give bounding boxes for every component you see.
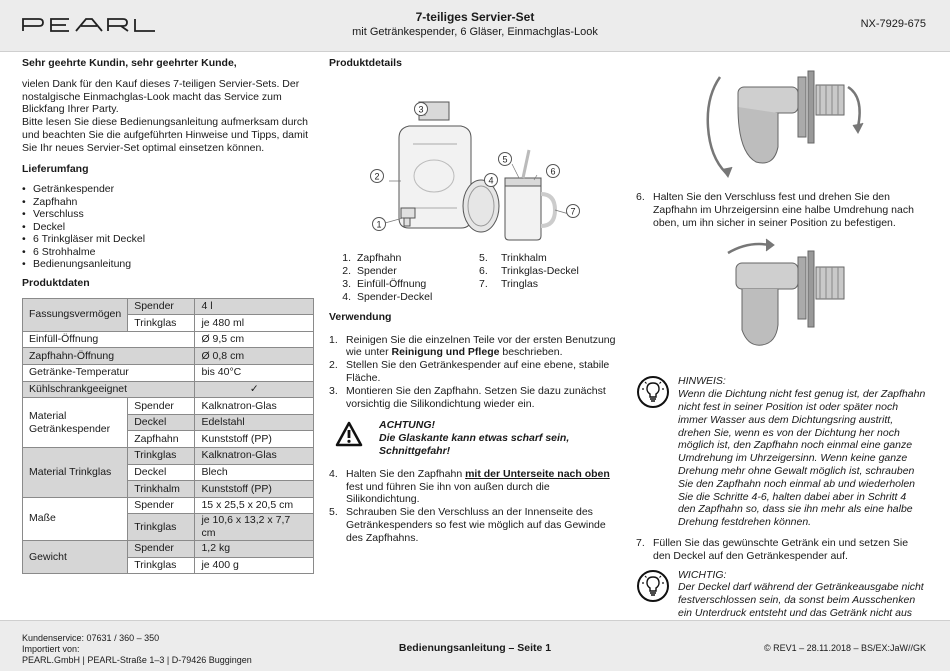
spec-value: Ø 9,5 cm: [195, 331, 314, 348]
pearl-logo: [22, 18, 156, 32]
list-item: 3. Montieren Sie den Zapfhahn. Setzen Sie dazu zunächst vorsichtig die Silikondichtung wieder ein.: [329, 384, 606, 410]
spec-key: Spender: [128, 540, 195, 557]
salutation: Sehr geehrte Kundin, sehr geehrter Kunde,: [22, 57, 237, 69]
page-label: Bedienungsanleitung – Seite 1: [398, 642, 552, 654]
tap-rotation-illustration-1: [698, 57, 868, 182]
lightbulb-icon: [636, 375, 670, 409]
spec-value: Blech: [195, 464, 314, 481]
spec-key: Trinkglas: [128, 315, 195, 332]
list-item: 4. Halten Sie den Zapfhahn mit der Unterseite nach oben fest und führen Sie ihn von außen durch die Silikondichtung.: [329, 467, 610, 506]
lightbulb-icon: [636, 569, 670, 603]
table-row: [23, 448, 314, 465]
page-footer: [0, 620, 950, 671]
table-row: [23, 381, 314, 398]
spec-value: Kalknatron-Glas: [195, 448, 314, 465]
spec-label: Fassungsvermögen: [23, 298, 128, 331]
dispenser-and-glass-drawing: [329, 78, 623, 244]
spec-label: Maße: [23, 497, 128, 540]
column-left: [22, 57, 314, 574]
list-item: • Getränkespender: [22, 183, 314, 196]
table-row: [23, 331, 314, 348]
steps-list: [329, 334, 623, 411]
spec-key: Trinkglas: [128, 514, 195, 541]
spec-key: Spender: [128, 298, 195, 315]
spec-key: Zapfhahn: [128, 431, 195, 448]
spec-value: je 10,6 x 13,2 x 7,7 cm: [195, 514, 314, 541]
footer-contact: [22, 633, 252, 666]
spec-value: je 480 ml: [195, 315, 314, 332]
document-title: 7-teiliges Servier-Set: [415, 10, 535, 24]
revision-info: © REV1 – 28.11.2018 – BS/EX:JaW//GK: [763, 643, 926, 653]
legend-item: 4. Spender-Deckel: [342, 290, 433, 303]
spec-value: Kunststoff (PP): [195, 481, 314, 498]
spec-value: bis 40°C: [195, 365, 314, 382]
spec-label: Material Getränkespender: [23, 398, 128, 448]
spec-value: je 400 g: [195, 557, 314, 574]
warning-triangle-icon: [335, 421, 363, 447]
legend-item: 5. Trinkhalm: [479, 251, 547, 264]
callout-6-label: 6: [550, 166, 556, 177]
table-row: [23, 298, 314, 315]
callout-1-label: 1: [376, 219, 382, 230]
product-code: NX-7929-675: [860, 18, 926, 30]
list-item: 7. Füllen Sie das gewünschte Getränk ein und setzen Sie den Deckel auf den Getränkespender auf.: [636, 536, 909, 562]
check-icon: ✓: [195, 381, 314, 398]
produktdaten-heading: Produktdaten: [22, 276, 90, 289]
callout-2-label: 2: [374, 171, 380, 182]
document-subtitle: mit Getränkespender, 6 Gläser, Einmachglas-Look: [352, 26, 598, 38]
table-row: [23, 348, 314, 365]
spec-value: Kunststoff (PP): [195, 431, 314, 448]
page-header: [0, 0, 950, 52]
importer-address: PEARL.GmbH | PEARL-Straße 1–3 | D-79426 Buggingen: [22, 654, 252, 665]
list-item: • 6 Strohhalme: [22, 246, 314, 259]
callout-7-label: 7: [570, 206, 576, 217]
hinweis-text: Wenn die Dichtung nicht fest genug ist, der Zapfhahn nicht fest in seiner Position ist oder später noch immer Wasser aus dem Dichtungsring austritt, drehen Sie, wenn es von der Dichtung her noch möglich ist, den Zapfhahn noch einmal eine ganze Umdrehung im Uhrzeigersinn. Wenn keine ganze Drehung mehr ohne Gewalt möglich ist, schrauben Sie den Zapfhahn noch einmal ab und wiederholen Sie die Schritte 4-6, halten dabei aber in Schritt 4 den Zapfhahn so, dass sie ihn mehr als eine halbe Drehung festdrehen können.: [678, 388, 926, 529]
callout-3-label: 3: [418, 104, 424, 115]
legend-item: 7. Tringlas: [479, 277, 538, 290]
produktdetails-heading: Produktdetails: [329, 57, 402, 69]
list-item: • Bedienungsanleitung: [22, 258, 314, 271]
legend-item: 1. Zapfhahn: [342, 251, 402, 264]
column-right: [636, 57, 926, 633]
list-item: • Deckel: [22, 221, 314, 234]
spec-value: 4 l: [195, 298, 314, 315]
spec-value: Edelstahl: [195, 414, 314, 431]
hinweis-note: [636, 375, 926, 529]
table-row: [23, 540, 314, 557]
hinweis-label: HINWEIS:: [678, 375, 726, 388]
specs-table: [22, 298, 314, 575]
warning-title: ACHTUNG!: [379, 419, 435, 432]
spec-label: Material Trinkglas: [23, 448, 128, 498]
list-item: 6. Halten Sie den Verschluss fest und drehen Sie den Zapfhahn im Uhrzeigersinn eine halbe Umdrehung nach oben, um ihn sicher in seiner Position zu befestigen.: [636, 191, 914, 229]
spec-value: Kalknatron-Glas: [195, 398, 314, 415]
legend-item: 3. Einfüll-Öffnung: [342, 277, 427, 290]
legend-item: [479, 291, 623, 304]
wichtig-label: WICHTIG:: [678, 568, 727, 581]
wichtig-text: Der Deckel darf während der Getränkeausgabe nicht festverschlossen sein, da sonst beim Ausschenken ein Unterdruck entsteht und das Getränk nicht aus: [678, 581, 924, 619]
intro-paragraph-2: Bitte lesen Sie diese Bedienungsanleitung aufmerksam durch und beachten Sie die aufgeführten Hinweise und Tipps, damit Sie Ihr neues Servier-Set optimal einsetzen können.: [22, 116, 309, 154]
spec-key: Spender: [128, 497, 195, 514]
spec-key: Spender: [128, 398, 195, 415]
callout-4-label: 4: [488, 175, 494, 186]
lieferumfang-heading: Lieferumfang: [22, 162, 89, 175]
spec-value: 1,2 kg: [195, 540, 314, 557]
parts-legend: [329, 252, 623, 304]
callout-5-label: 5: [502, 154, 508, 165]
spec-value: 15 x 25,5 x 20,5 cm: [195, 497, 314, 514]
spec-key: Trinkglas: [128, 448, 195, 465]
column-middle: [329, 57, 623, 545]
list-item: • Zapfhahn: [22, 196, 314, 209]
list-item: • 6 Trinkgläser mit Deckel: [22, 233, 314, 246]
table-row: [23, 398, 314, 415]
intro-paragraph-1: vielen Dank für den Kauf dieses 7-teiligen Servier-Sets. Der nostalgische Einmachglas-Look macht das Service zum Blickfang Ihrer Party.: [22, 77, 300, 116]
importer-label: Importiert von:: [22, 643, 80, 654]
list-item: 2. Stellen Sie den Getränkespender auf eine ebene, stabile Fläche.: [329, 359, 610, 384]
table-row: [23, 365, 314, 382]
product-illustration: [329, 78, 623, 244]
spec-key: Trinkhalm: [128, 481, 195, 498]
legend-item: 6. Trinkglas-Deckel: [479, 264, 579, 277]
list-item: 5. Schrauben Sie den Verschluss an der Innenseite des Getränkespenders so fest wie möglich auf das Gewinde des Zapfhahns.: [329, 506, 606, 544]
spec-label: Gewicht: [23, 540, 128, 573]
customer-service: Kundenservice: 07631 / 360 – 350: [22, 633, 160, 643]
spec-label: Getränke-Temperatur: [23, 365, 195, 382]
spec-key: Deckel: [128, 414, 195, 431]
steps-list-right: [636, 191, 926, 229]
spec-key: Deckel: [128, 464, 195, 481]
spec-key: Trinkglas: [128, 557, 195, 574]
spec-label: Zapfhahn-Öffnung: [23, 348, 195, 365]
spec-value: Ø 0,8 cm: [195, 348, 314, 365]
lieferumfang-list: [22, 183, 314, 271]
table-row: [23, 497, 314, 514]
list-item: • Verschluss: [22, 208, 314, 221]
warning-text: Die Glaskante kann etwas scharf sein, Schnittgefahr!: [379, 432, 570, 457]
warning-box: [329, 419, 623, 457]
steps-list-continued: [329, 468, 623, 545]
verwendung-heading: Verwendung: [329, 310, 392, 323]
spec-label: Einfüll-Öffnung: [23, 331, 195, 348]
spec-label: Kühlschrankgeeignet: [23, 381, 195, 398]
steps-list-right-2: [636, 537, 926, 563]
legend-item: 2. Spender: [342, 264, 397, 277]
tap-rotation-illustration-2: [698, 235, 868, 367]
list-item: 1. Reinigen Sie die einzelnen Teile vor der ersten Benutzung wie unter Reinigung und Pflege beschrieben.: [329, 333, 616, 359]
